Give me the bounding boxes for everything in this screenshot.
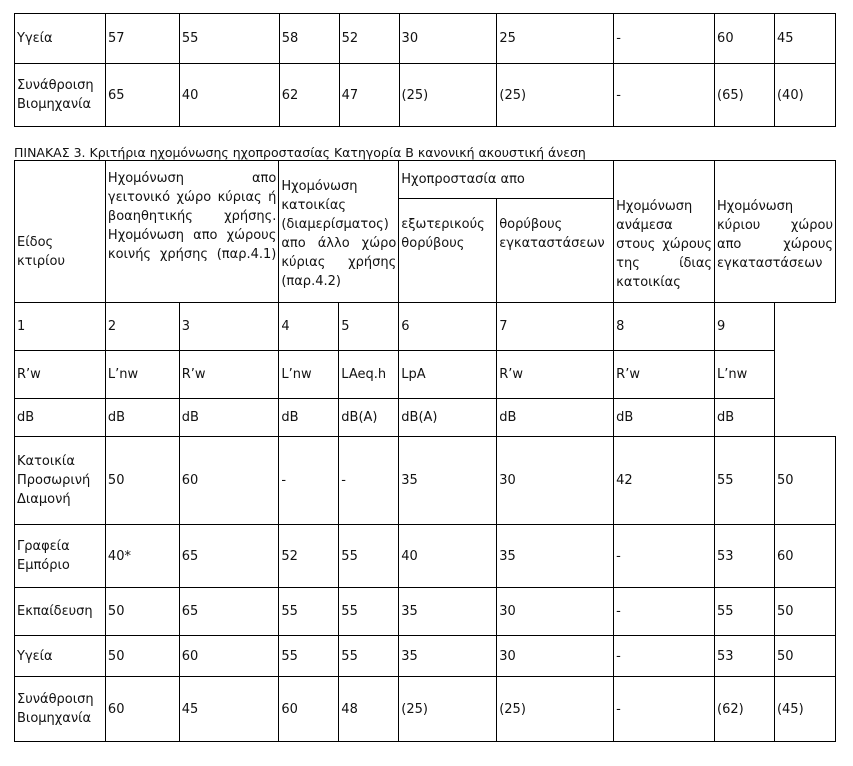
cell: 55 [339,588,399,636]
table-row [15,677,836,742]
col-symbol: R’w [497,351,614,399]
col-number: 5 [339,303,399,351]
row-label: Κατοικία Προσωρινή Διαμονή [15,437,106,525]
col-symbol: L’nw [105,351,179,399]
cell: 60 [105,677,179,742]
row-label: Υγεία [15,14,106,64]
table-caption: ΠΙΝΑΚΑΣ 3. Κριτήρια ηχομόνωσης ηχοπροστασίας Κατηγορία Β κανονική ακουστική άνεση [14,145,586,160]
top-table [14,13,836,127]
cell: 30 [497,636,614,677]
cell: 60 [179,437,279,525]
table-row [15,525,836,588]
cell: 52 [279,525,339,588]
cell: 55 [715,588,775,636]
cell: 50 [774,437,835,525]
col-symbol: L’nw [279,351,339,399]
cell: - [614,14,715,64]
cell: 60 [715,14,775,64]
cell: 35 [399,437,497,525]
group-header-1: Ηχομόνωση απο γειτονικό χώρο κύριας ή βοαηθητικής χρήσης. Ηχομόνωση απο χώρους κοινής χρήσης (παρ.4.1) [105,161,278,303]
col-unit: dB [614,399,715,437]
cell: 42 [614,437,715,525]
cell: 35 [497,525,614,588]
cell: 30 [497,588,614,636]
col-number: 8 [614,303,715,351]
cell: 57 [105,14,179,64]
cell: 60 [179,636,279,677]
row-label: Εκπαίδευση [15,588,106,636]
cell: 48 [339,677,399,742]
cell: 65 [179,525,279,588]
cell: (25) [497,677,614,742]
cell: - [614,588,715,636]
cell: 52 [339,14,399,64]
cell: 55 [715,437,775,525]
group-header-4: Ηχομόνωση ανάμεσα στους χώρους της ίδιας κατοικίας [614,161,715,303]
col-unit: dB(A) [339,399,399,437]
main-table [14,160,836,742]
col-number: 4 [279,303,339,351]
row-label: Γραφεία Εμπόριο [15,525,106,588]
cell: - [614,636,715,677]
cell: 55 [339,636,399,677]
col-number: 7 [497,303,614,351]
cell: 50 [105,437,179,525]
cell: (25) [399,64,497,127]
subheader-installations: θορύβους εγκαταστάσεων [497,199,614,303]
col-symbol: LAeq.h [339,351,399,399]
cell: 50 [105,588,179,636]
col-number-row [15,303,836,351]
subheader-external: εξωτερικούς θορύβους [399,199,497,303]
cell: 35 [399,636,497,677]
cell: 55 [339,525,399,588]
row-header: Είδος κτιρίου [15,161,106,303]
row-label: Συνάθροιση Βιομηχανία [15,64,106,127]
col-unit-row [15,399,836,437]
col-number: 3 [179,303,279,351]
cell: 50 [105,636,179,677]
cell: 53 [715,636,775,677]
cell: 55 [279,636,339,677]
cell: 65 [105,64,179,127]
col-unit: dB [179,399,279,437]
header-row [15,161,836,199]
cell: - [614,64,715,127]
cell: 30 [497,437,614,525]
group-header-3: Ηχοπροστασία απο [399,161,614,199]
cell: 30 [399,14,497,64]
col-number: 9 [715,303,775,351]
col-unit: dB [715,399,775,437]
table-row [15,437,836,525]
cell: 35 [399,588,497,636]
cell: - [279,437,339,525]
col-number: 6 [399,303,497,351]
col-symbol-row [15,351,836,399]
col-unit: dB [15,399,106,437]
cell: - [614,525,715,588]
cell: 60 [774,525,835,588]
cell: 65 [179,588,279,636]
row-label: Συνάθροιση Βιομηχανία [15,677,106,742]
col-unit: dB(A) [399,399,497,437]
col-unit: dB [279,399,339,437]
group-header-5: Ηχομόνωση κύριου χώρου απο χώρους εγκαταστάσεων [715,161,836,303]
cell: 55 [179,14,279,64]
table-row [15,636,836,677]
cell: (40) [774,64,835,127]
cell: 58 [279,14,339,64]
col-unit: dB [105,399,179,437]
cell: 40* [105,525,179,588]
table-row [15,588,836,636]
cell: - [339,437,399,525]
cell: - [614,677,715,742]
col-symbol: LpA [399,351,497,399]
cell: 50 [774,588,835,636]
cell: (62) [715,677,775,742]
col-number: 2 [105,303,179,351]
col-symbol: L’nw [715,351,775,399]
cell: 47 [339,64,399,127]
cell: 53 [715,525,775,588]
row-label: Υγεία [15,636,106,677]
cell: 62 [279,64,339,127]
col-unit: dB [497,399,614,437]
cell: 45 [179,677,279,742]
table-row [15,64,836,127]
cell: 50 [774,636,835,677]
cell: 40 [399,525,497,588]
cell: (45) [774,677,835,742]
cell: 60 [279,677,339,742]
cell: 55 [279,588,339,636]
group-header-2: Ηχομόνωση κατοικίας (διαμερίσματος) απο άλλο χώρο κύριας χρήσης (παρ.4.2) [279,161,399,303]
cell: (65) [715,64,775,127]
cell: 45 [774,14,835,64]
table-row [15,14,836,64]
cell: 40 [179,64,279,127]
col-number: 1 [15,303,106,351]
cell: (25) [497,64,614,127]
col-symbol: R’w [15,351,106,399]
cell: 25 [497,14,614,64]
col-symbol: R’w [614,351,715,399]
col-symbol: R’w [179,351,279,399]
cell: (25) [399,677,497,742]
